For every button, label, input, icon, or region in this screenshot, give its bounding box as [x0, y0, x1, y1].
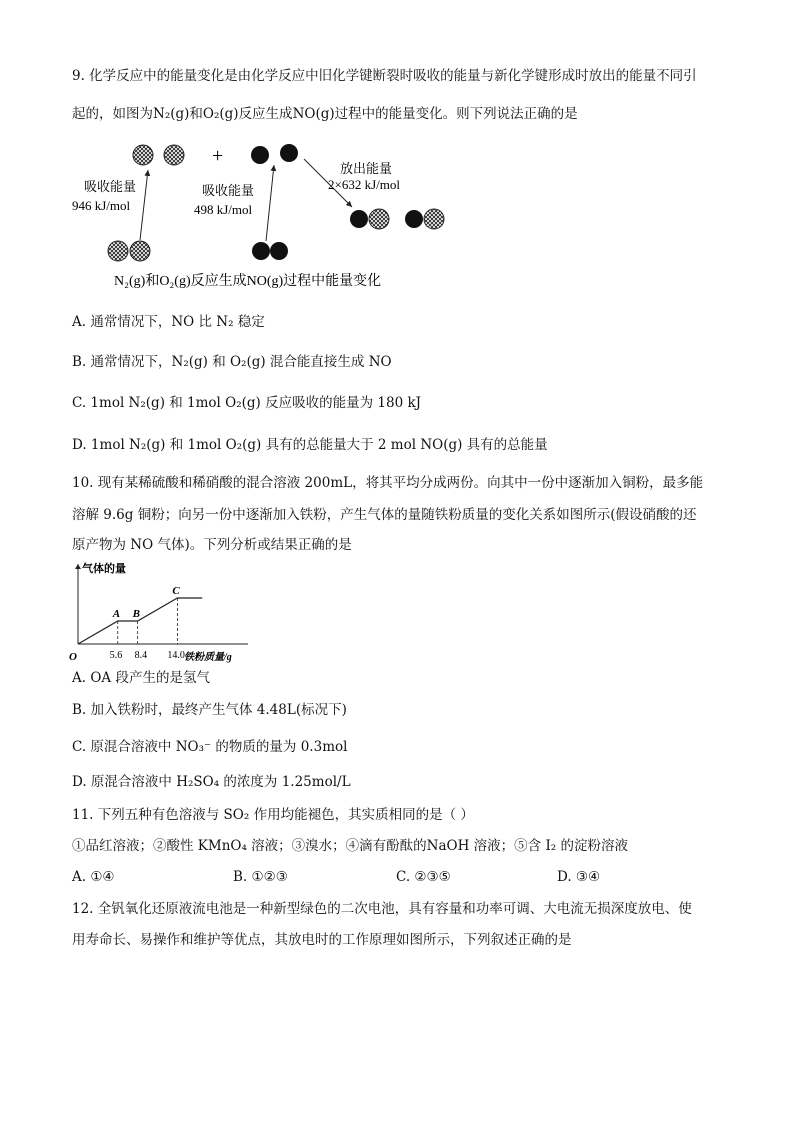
no-molecule [369, 209, 389, 229]
q10-stem-line1: 10. 现有某稀硫酸和稀硝酸的混合溶液 200mL，将其平均分成两份。向其中一份中逐渐加入铜粉，最多能 [72, 475, 704, 491]
no-molecule [350, 210, 368, 228]
q11-option-a: A. ①④ [72, 869, 115, 885]
q9-stem-line2 [72, 104, 578, 124]
absorb-value-o2: 498 kJ/mol [194, 202, 253, 217]
no-molecule [405, 210, 423, 228]
q9-option-d: D. 1mol N₂(g) 和 1mol O₂(g) 具有的总能量大于 2 mol NO(g) 具有的总能量 [72, 437, 548, 453]
x-tick-label: 14.0 [167, 650, 185, 661]
q9-option-a: A. 通常情况下，NO 比 N₂ 稳定 [72, 314, 265, 330]
q12-stem-line1: 12. 全钒氧化还原液流电池是一种新型绿色的二次电池，具有容量和功率可调、大电流无损深度放电、使 [72, 901, 692, 917]
n-atom [164, 145, 184, 165]
o-atom [251, 146, 269, 164]
q11-option-b: B. ①②③ [233, 869, 288, 885]
x-axis-label: 铁粉质量/g [184, 652, 232, 663]
n2-molecule [108, 241, 128, 261]
absorb-arrow-o2 [266, 165, 274, 241]
formula-n2: N₂(g) [153, 106, 190, 122]
q10-stem-line3: 原产物为 NO 气体)。下列分析或结果正确的是 [72, 537, 352, 553]
absorb-value-n2: 946 kJ/mol [72, 198, 131, 213]
q11-option-d: D. ③④ [557, 869, 601, 885]
absorb-arrow-n2 [140, 170, 148, 240]
q10-option-b: B. 加入铁粉时，最终产生气体 4.48L(标况下) [72, 702, 347, 718]
gas-series-line [78, 598, 202, 644]
o2-molecule [270, 242, 288, 260]
q11-items: ①品红溶液；②酸性 KMnO₄ 溶液；③溴水；④滴有酚酞的NaOH 溶液；⑤含 I₂ 的淀粉溶液 [72, 838, 628, 854]
gas-volume-chart [66, 560, 256, 668]
q10-option-a: A. OA 段产生的是氢气 [72, 670, 210, 686]
no-molecule [424, 209, 444, 229]
diagram-caption: N₂(g)和O₂(g)反应生成NO(g)过程中能量变化 [114, 274, 382, 289]
o2-molecule [252, 242, 270, 260]
q11-stem: 11. 下列五种有色溶液与 SO₂ 作用均能褪色，其实质相同的是（ ） [72, 807, 474, 823]
n2-molecule [130, 241, 150, 261]
formula-o2: O₂(g) [202, 106, 239, 122]
origin-label: O [69, 651, 77, 663]
point-label-c: C [172, 585, 180, 597]
q10-stem-line2: 溶解 9.6g 铜粉；向另一份中逐渐加入铁粉，产生气体的量随铁粉质量的变化关系如图所示(假设硝酸的还 [72, 507, 697, 523]
n-atom [133, 145, 153, 165]
o-atom [280, 144, 298, 162]
absorb-label-n2: 吸收能量 [84, 179, 137, 194]
formula-no: NO(g) [292, 106, 335, 122]
x-tick-label: 5.6 [109, 650, 123, 661]
q10-option-d: D. 原混合溶液中 H₂SO₄ 的浓度为 1.25mol/L [72, 774, 351, 790]
absorb-label-o2: 吸收能量 [202, 183, 255, 198]
q9-stem-line1: 9. 化学反应中的能量变化是由化学反应中旧化学键断裂时吸收的能量与新化学键形成时放出的能量不同引 [72, 68, 697, 84]
point-label-b: B [132, 608, 140, 620]
point-label-a: A [112, 608, 121, 620]
release-label: 放出能量 [340, 161, 393, 176]
energy-diagram [60, 135, 480, 300]
q9-option-c: C. 1mol N₂(g) 和 1mol O₂(g) 反应吸收的能量为 180 kJ [72, 395, 422, 411]
y-axis-label: 气体的量 [82, 563, 126, 575]
q9-stem-text: 和 [189, 106, 203, 122]
plus-sign: + [212, 145, 224, 167]
q9-stem-text: 过程中的能量变化。则下列说法正确的是 [334, 106, 578, 122]
q9-stem-text: 起的，如图为 [72, 106, 153, 122]
release-value: 2×632 kJ/mol [328, 177, 400, 192]
x-tick-label: 8.4 [134, 650, 148, 661]
q9-option-b: B. 通常情况下，N₂(g) 和 O₂(g) 混合能直接生成 NO [72, 354, 392, 370]
q11-option-c: C. ②③⑤ [396, 869, 451, 885]
q12-stem-line2: 用寿命长、易操作和维护等优点，其放电时的工作原理如图所示，下列叙述正确的是 [72, 932, 572, 948]
q9-stem-text: 反应生成 [238, 106, 293, 122]
q10-option-c: C. 原混合溶液中 NO₃⁻ 的物质的量为 0.3mol [72, 739, 348, 755]
